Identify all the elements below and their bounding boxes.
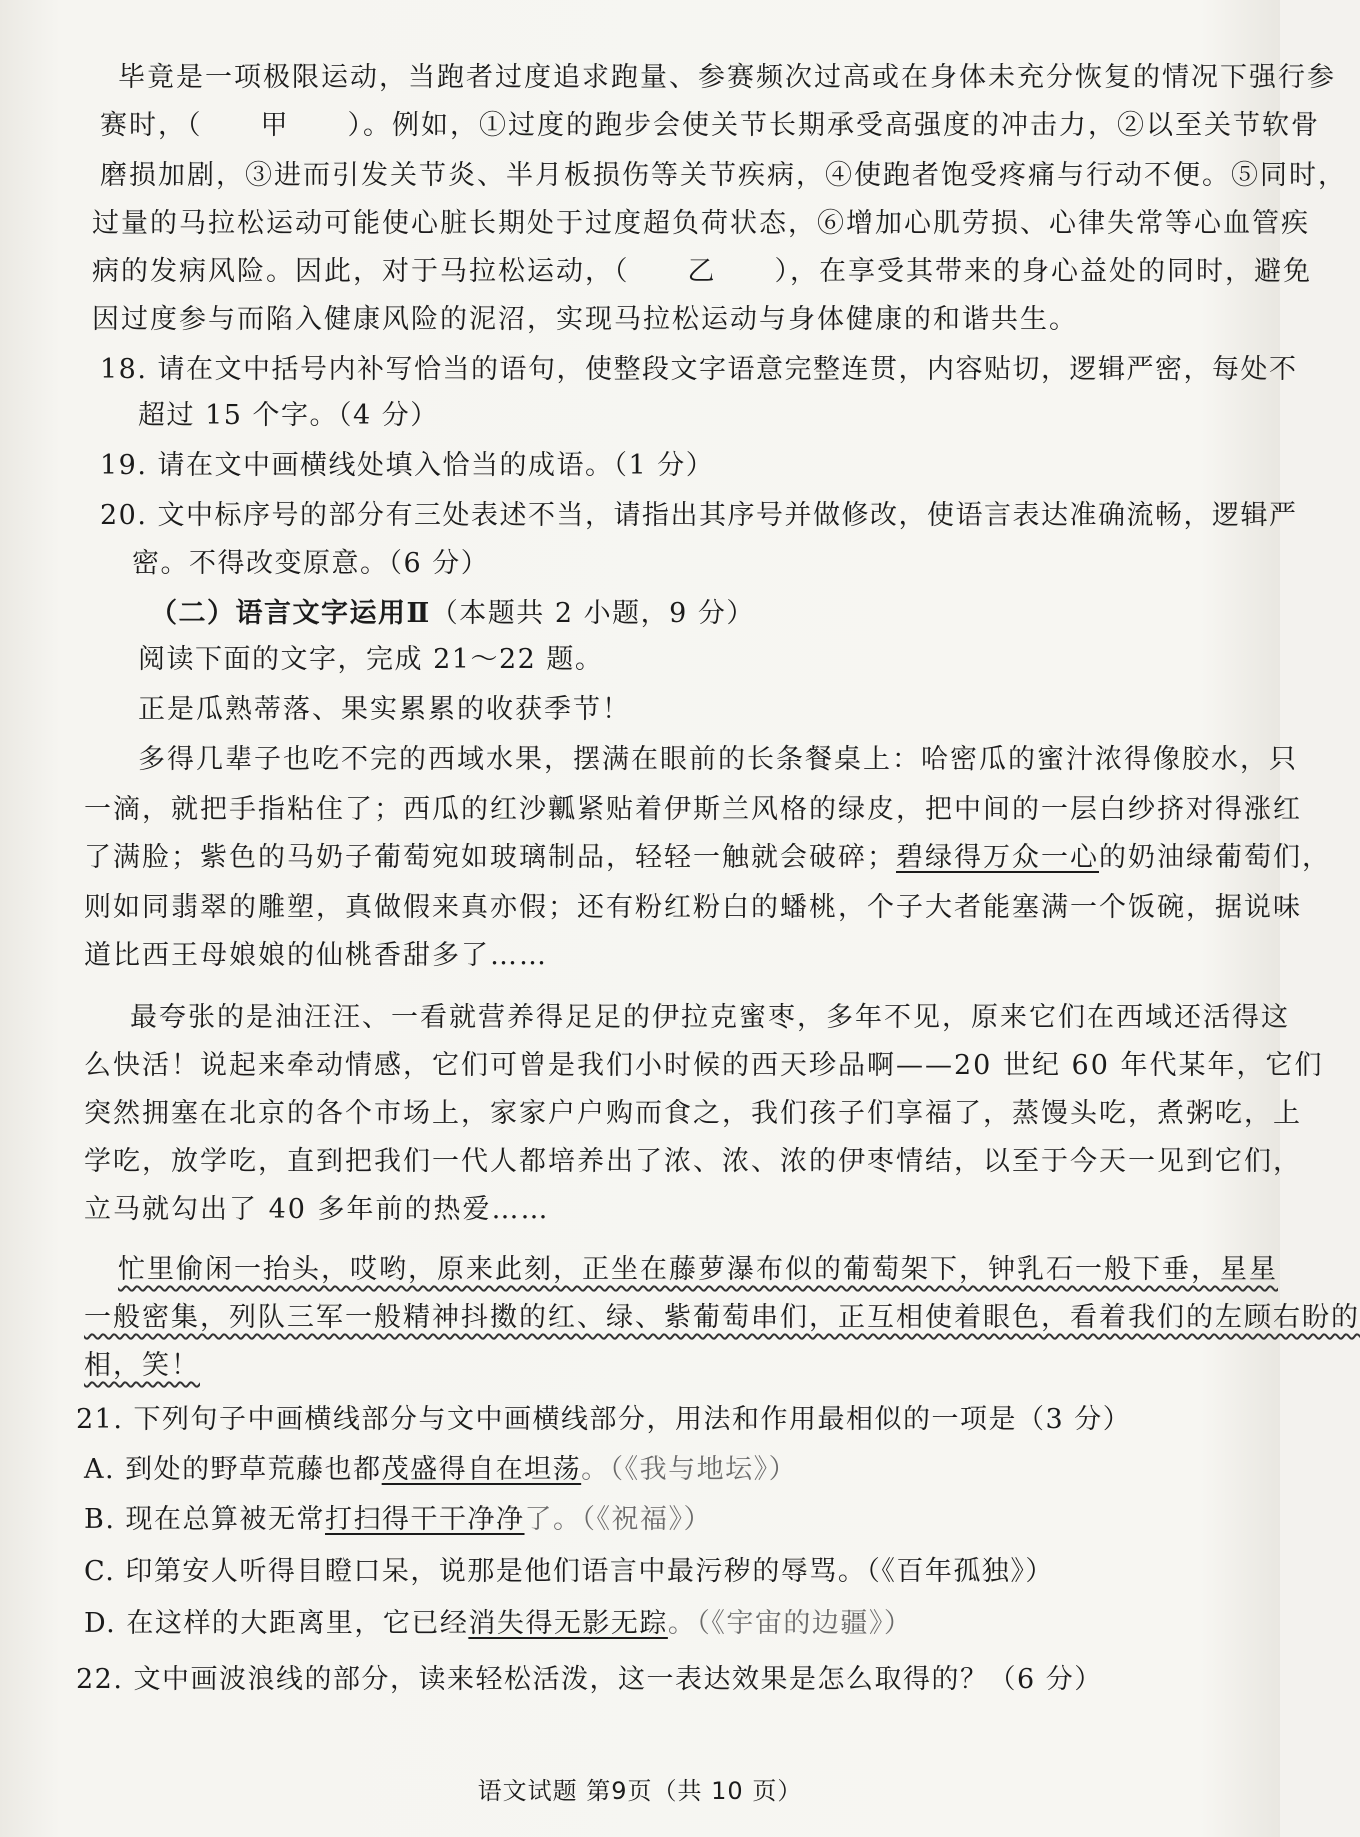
passage2-p1-line-3-end: 的奶油绿葡萄们， [1099, 842, 1331, 873]
question-21-option-c: C. 印第安人听得目瞪口呆，说那是他们语言中最污秽的辱骂。（《百年孤独》） [84, 1556, 1054, 1587]
question-21-stem: 21. 下列句子中画横线部分与文中画横线部分，用法和作用最相似的一项是（3 分） [76, 1404, 1132, 1435]
passage2-p2-line-1: 最夸张的是油汪汪、一看就营养得足足的伊拉克蜜枣，多年不见，原来它们在西域还活得这 [130, 1002, 1290, 1033]
question-22: 22. 文中画波浪线的部分，读来轻松活泼，这一表达效果是怎么取得的？（6 分） [76, 1664, 1103, 1695]
passage2-p1-line-4: 则如同翡翠的雕塑，真做假来真亦假；还有粉红粉白的蟠桃，个子大者能塞满一个饭碗，据说味 [84, 892, 1302, 923]
section-2-title: （二）语言文字运用Ⅱ [150, 598, 431, 629]
question-18-line-2: 超过 15 个字。（4 分） [138, 400, 439, 431]
option-d-source: 。（《宇宙的边疆》） [667, 1608, 913, 1639]
question-19: 19. 请在文中画横线处填入恰当的成语。（1 分） [100, 450, 715, 481]
passage1-line-6: 因过度参与而陷入健康风险的泥沼，实现马拉松运动与身体健康的和谐共生。 [92, 304, 1078, 335]
passage2-wavy-line-1: 忙里偷闲一抬头，哎哟，原来此刻，正坐在藤萝瀑布似的葡萄架下，钟乳石一般下垂，星星 [118, 1254, 1278, 1285]
passage1-line-2: 赛时，（ 甲 ）。例如，①过度的跑步会使关节长期承受高强度的冲击力，②以至关节软骨 [100, 110, 1320, 141]
option-a-text: A. 到处的野草荒藤也都 [84, 1454, 382, 1485]
question-21-option-a [84, 1450, 797, 1490]
passage2-p1-line-2: 一滴，就把手指粘住了；西瓜的红沙瓤紧贴着伊斯兰风格的绿皮，把中间的一层白纱挤对得涨红 [84, 794, 1302, 825]
option-b-source: 了。（《祝福》） [524, 1504, 713, 1535]
passage2-p2-line-5: 立马就勾出了 40 多年前的热爱…… [84, 1194, 550, 1225]
question-20-line-1: 20. 文中标序号的部分有三处表述不当，请指出其序号并做修改，使语言表达准确流畅，逻辑严 [100, 500, 1298, 531]
underlined-phrase: 碧绿得万众一心 [896, 842, 1099, 873]
passage2-p2-line-2: 么快活！说起来牵动情感，它们可曾是我们小时候的西天珍品啊——20 世纪 60 年代某年，它们 [84, 1050, 1324, 1081]
passage1-line-3: 磨损加剧，③进而引发关节炎、半月板损伤等关节疾病，④使跑者饱受疼痛与行动不便。⑤同时， [100, 160, 1347, 191]
passage2-p1-line-3 [84, 838, 1331, 878]
option-b-underlined: 打扫得干干净净 [325, 1504, 525, 1535]
question-18-line-1: 18. 请在文中括号内补写恰当的语句，使整段文字语意完整连贯，内容贴切，逻辑严密，每处不 [100, 354, 1298, 385]
section-2-heading [150, 594, 755, 634]
passage2-p2-line-4: 学吃，放学吃，直到把我们一代人都培养出了浓、浓、浓的伊枣情结，以至于今天一见到它们， [84, 1146, 1302, 1177]
question-21-option-b [84, 1500, 712, 1540]
passage2-wavy-line-2: 一般密集，列队三军一般精神抖擞的红、绿、紫葡萄串们，正互相使着眼色，看着我们的左顾右盼的 [84, 1302, 1360, 1333]
passage1-line-1: 毕竟是一项极限运动，当跑者过度追求跑量、参赛频次过高或在身体未充分恢复的情况下强行参 [118, 62, 1336, 93]
passage2-opening: 正是瓜熟蒂落、果实累累的收获季节！ [138, 694, 631, 725]
passage2-p1-line-5: 道比西王母娘娘的仙桃香甜多了…… [84, 940, 548, 971]
option-d-underlined: 消失得无影无踪 [468, 1608, 668, 1639]
passage2-p1-line-3-start: 了满脸；紫色的马奶子葡萄宛如玻璃制品，轻轻一触就会破碎； [84, 842, 896, 873]
passage1-line-4: 过量的马拉松运动可能使心脏长期处于过度超负荷状态，⑥增加心肌劳损、心律失常等心血管疾 [92, 208, 1310, 239]
section-2-note: （本题共 2 小题，9 分） [430, 598, 755, 629]
question-21-option-d [84, 1604, 912, 1644]
question-20-line-2: 密。不得改变原意。（6 分） [132, 548, 490, 579]
page-footer: 语文试题 第9页（共 10 页） [477, 1777, 803, 1805]
option-d-text: D. 在这样的大距离里，它已经 [84, 1608, 469, 1639]
passage2-wavy-line-3: 相，笑！ [84, 1350, 200, 1381]
section-2-instruction: 阅读下面的文字，完成 21～22 题。 [138, 644, 604, 675]
passage2-p2-line-3: 突然拥塞在北京的各个市场上，家家户户购而食之，我们孩子们享福了，蒸馒头吃，煮粥吃，上 [84, 1098, 1302, 1129]
option-a-source: 。（《我与地坛》） [581, 1454, 798, 1485]
passage1-line-5: 病的发病风险。因此，对于马拉松运动，（ 乙 ），在享受其带来的身心益处的同时，避免 [92, 256, 1312, 287]
passage2-p1-line-1: 多得几辈子也吃不完的西域水果，摆满在眼前的长条餐桌上：哈密瓜的蜜汁浓得像胶水，只 [138, 744, 1298, 775]
option-a-underlined: 茂盛得自在坦荡 [381, 1454, 582, 1485]
option-b-text: B. 现在总算被无常 [84, 1504, 326, 1535]
